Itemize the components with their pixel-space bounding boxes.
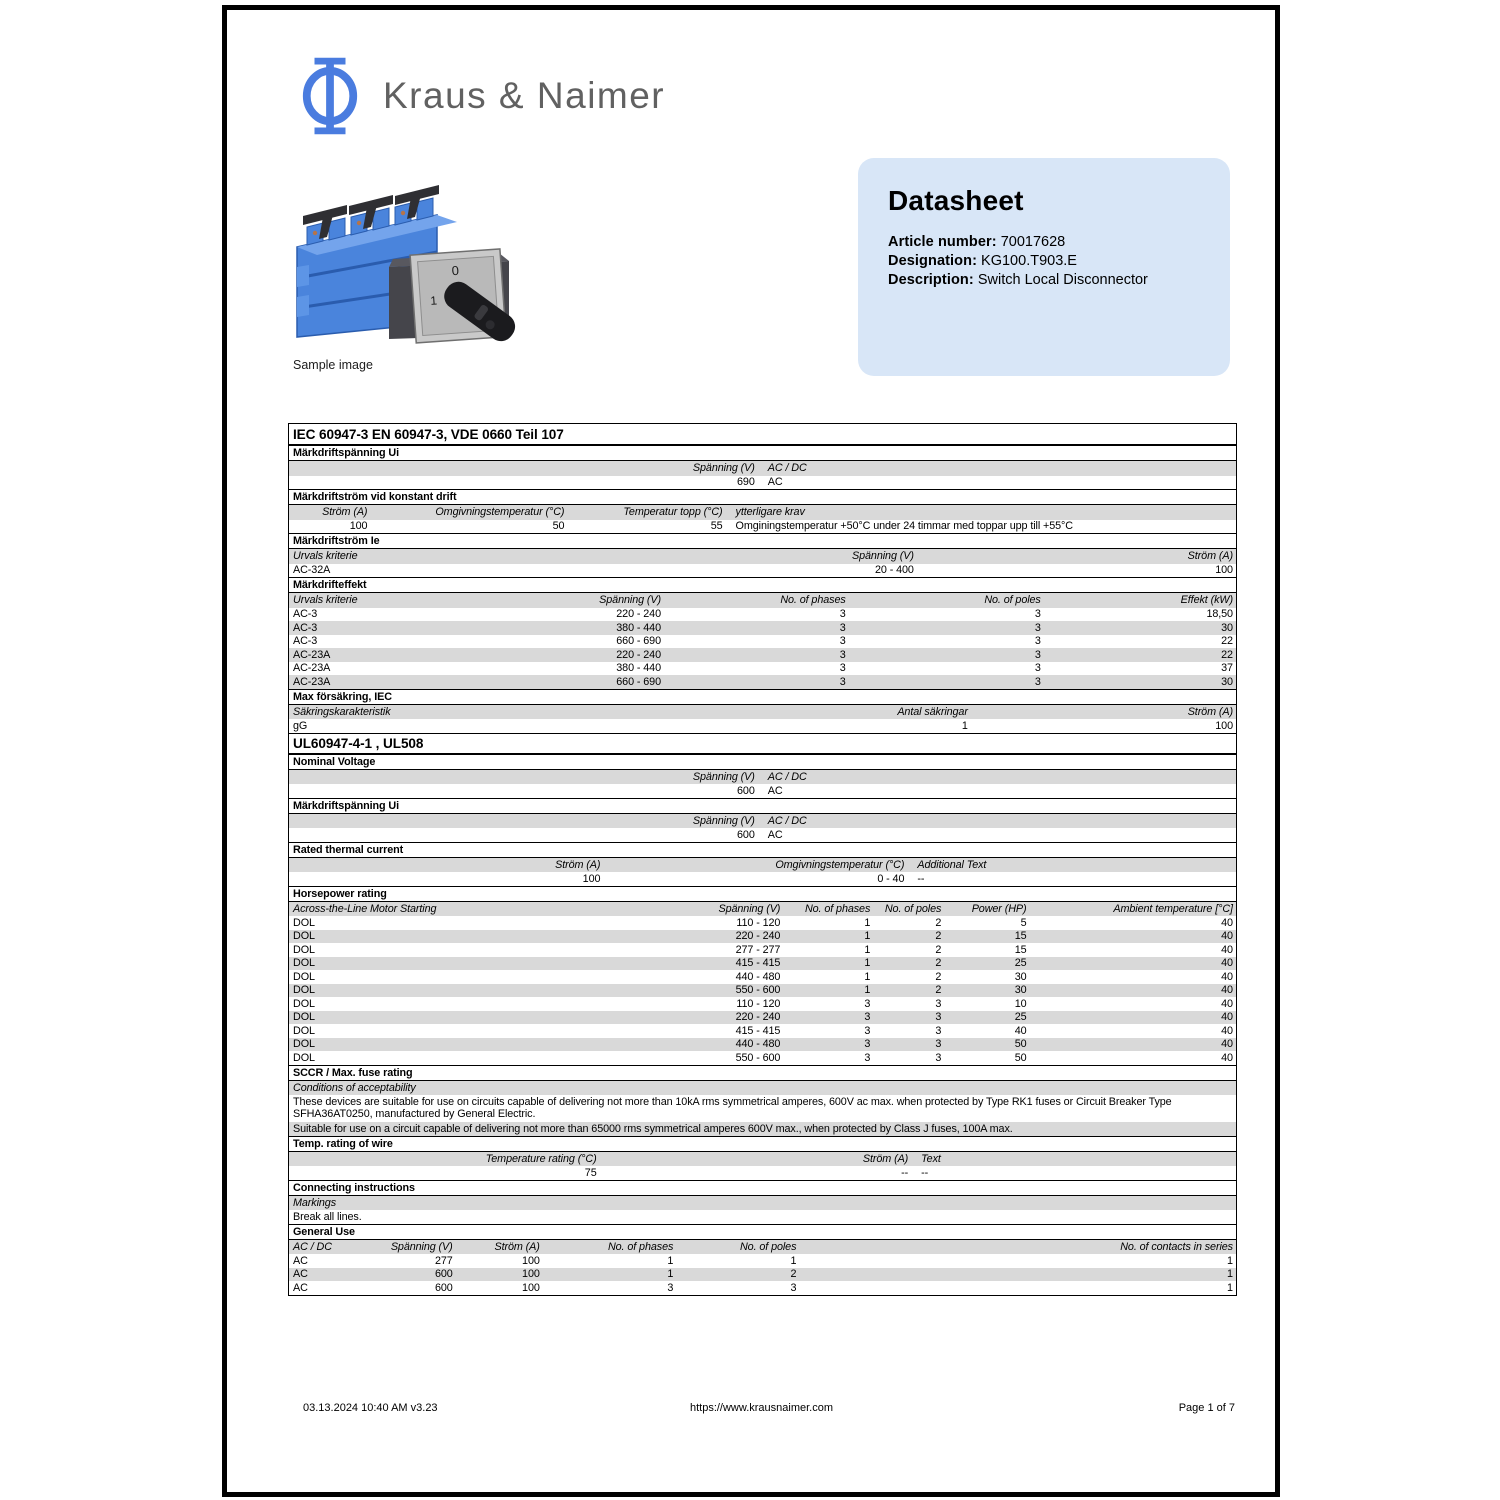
table-cell: 600: [737, 784, 755, 797]
table-cell: 40: [1221, 1051, 1233, 1064]
table-header-row: [289, 1152, 1236, 1167]
table-header-row: [289, 505, 1236, 520]
table-row: [289, 621, 1236, 635]
table-subsection-row: [289, 1180, 1236, 1196]
table-cell: Connecting instructions: [293, 1181, 415, 1194]
table-cell: 550 - 600: [735, 1051, 781, 1064]
table-cell: 10: [1014, 997, 1027, 1010]
table-header-row: [289, 593, 1236, 608]
table-cell: 100: [1215, 719, 1233, 732]
footer-url-link[interactable]: https://www.krausnaimer.com: [689, 1402, 834, 1414]
table-header-row: [289, 858, 1236, 873]
table-subsection-row: [289, 689, 1236, 705]
table-cell: Across-the-Line Motor Starting: [293, 902, 437, 915]
table-header-row: [289, 1240, 1236, 1255]
table-cell: DOL: [293, 997, 315, 1010]
table-cell: 3: [1034, 608, 1041, 621]
table-cell: Omginingstemperatur +50°C under 24 timmar med toppar upp till +55°C: [735, 520, 1073, 533]
table-cell: 1: [961, 719, 968, 732]
table-cell: 30: [1221, 621, 1233, 634]
table-cell: AC: [293, 1268, 308, 1281]
table-cell: Spänning (V): [599, 594, 661, 607]
table-cell: Ambient temperature [°C]: [1113, 902, 1233, 915]
table-cell: 15: [1014, 930, 1027, 943]
table-cell: General Use: [293, 1225, 355, 1238]
table-cell: 1: [864, 943, 871, 956]
table-header-row: [289, 1196, 1236, 1211]
table-cell: 3: [667, 1281, 674, 1294]
table-cell: 600: [737, 828, 755, 841]
table-cell: 100: [522, 1281, 540, 1294]
table-cell: 22: [1221, 635, 1233, 648]
table-cell: 40: [1221, 930, 1233, 943]
table-cell: --: [921, 1166, 929, 1179]
table-header-row: [289, 549, 1236, 564]
table-cell: 3: [864, 1051, 871, 1064]
footer-page-number: Page 1 of 7: [1178, 1402, 1235, 1414]
table-cell: Spänning (V): [718, 902, 781, 915]
table-cell: 2: [935, 916, 942, 929]
table-cell: 15: [1014, 943, 1027, 956]
table-cell: 3: [864, 1011, 871, 1024]
table-cell: Märkdrifteffekt: [293, 579, 367, 591]
table-cell: 20 - 400: [875, 564, 914, 577]
table-cell: 3: [935, 1051, 942, 1064]
table-cell: DOL: [293, 943, 315, 956]
table-cell: Ström (A): [862, 1152, 909, 1165]
table-cell: No. of poles: [739, 1240, 797, 1253]
table-cell: 30: [1014, 984, 1027, 997]
table-row: [289, 1268, 1236, 1282]
table-row: [289, 1122, 1236, 1136]
table-cell: 3: [864, 1038, 871, 1051]
table-cell: Effekt (kW): [1180, 594, 1233, 607]
table-cell: 40: [1221, 1038, 1233, 1051]
table-cell: Text: [921, 1152, 941, 1165]
table-cell: AC-23A: [293, 662, 331, 675]
table-cell: 690: [737, 476, 755, 489]
table-subsection-row: [289, 577, 1236, 593]
table-cell: Ström (A): [1187, 550, 1233, 563]
table-cell: 5: [1020, 916, 1027, 929]
table-cell: 380 - 440: [616, 621, 661, 634]
table-cell: 110 - 120: [736, 997, 781, 1010]
brand-name: Kraus & Naimer: [383, 75, 666, 116]
table-cell: 3: [864, 1024, 871, 1037]
table-cell: 40: [1014, 1024, 1027, 1037]
table-cell: 1: [1227, 1254, 1233, 1267]
designation-label: Designation:: [888, 253, 978, 269]
table-cell: 2: [790, 1268, 797, 1281]
table-row: [289, 1051, 1236, 1065]
table-cell: Märkdriftström vid konstant drift: [293, 491, 457, 503]
table-section-title-row: [289, 424, 1236, 445]
table-row: [289, 635, 1236, 649]
table-cell: 100: [349, 520, 368, 533]
table-cell: Antal säkringar: [897, 705, 968, 718]
datasheet-info-box: [858, 158, 1230, 376]
table-cell: --: [917, 872, 925, 885]
table-cell: 660 - 690: [616, 675, 661, 688]
sample-image-caption: Sample image: [293, 358, 373, 372]
article-number-field: [888, 233, 1200, 252]
table-cell: 2: [935, 970, 942, 983]
table-cell: 380 - 440: [616, 662, 661, 675]
table-cell: Säkringskarakteristik: [293, 705, 391, 718]
table-cell: 440 - 480: [735, 970, 781, 983]
table-cell: 18,50: [1206, 608, 1233, 621]
table-cell: 660 - 690: [616, 635, 661, 648]
table-cell: 50: [552, 520, 565, 533]
table-cell: 2: [935, 943, 942, 956]
table-cell: 40: [1221, 970, 1233, 983]
table-cell: Ström (A): [322, 506, 368, 519]
description-value: Switch Local Disconnector: [977, 272, 1148, 288]
table-row: [289, 784, 1236, 798]
table-cell: 55: [710, 520, 723, 533]
table-row: [289, 997, 1236, 1011]
table-subsection-row: [289, 489, 1236, 505]
svg-text:1: 1: [429, 293, 438, 308]
table-cell: 100: [522, 1268, 540, 1281]
table-cell: AC / DC: [767, 814, 807, 827]
table-row: [289, 916, 1236, 930]
table-cell: 3: [839, 675, 846, 688]
table-row: [289, 1254, 1236, 1268]
brand-logo: [299, 55, 665, 137]
table-cell: 3: [1034, 621, 1041, 634]
table-cell: Spänning (V): [852, 550, 914, 563]
table-cell: DOL: [293, 984, 315, 997]
table-cell: 2: [935, 930, 942, 943]
table-cell: 277 - 277: [735, 943, 781, 956]
table-cell: AC-3: [293, 635, 318, 648]
table-cell: 415 - 415: [735, 1024, 781, 1037]
table-cell: 3: [935, 997, 942, 1010]
table-row: [289, 984, 1236, 998]
table-cell: 37: [1221, 662, 1233, 675]
table-row: [289, 520, 1236, 534]
description-field: [888, 271, 1200, 290]
table-cell: Temperatur topp (°C): [623, 506, 723, 519]
table-cell: 3: [839, 608, 846, 621]
table-cell: 3: [935, 1024, 942, 1037]
table-cell: 40: [1221, 943, 1233, 956]
table-cell: 600: [434, 1268, 453, 1281]
table-cell: Power (HP): [971, 902, 1027, 915]
table-subsection-row: [289, 1065, 1236, 1081]
table-header-row: [289, 814, 1236, 829]
table-cell: AC: [293, 1281, 308, 1294]
table-cell: 277: [434, 1254, 453, 1267]
table-cell: 1: [864, 916, 871, 929]
table-cell: 100: [1215, 564, 1233, 577]
table-cell: Urvals kriterie: [293, 594, 358, 607]
rotary-switch-product-photo: [289, 175, 529, 353]
table-row: [289, 648, 1236, 662]
table-row: [289, 828, 1236, 842]
table-cell: 1: [864, 984, 871, 997]
table-cell: Märkdriftström Ie: [293, 535, 380, 547]
table-cell: No. of phases: [780, 594, 846, 607]
table-cell: 40: [1221, 1024, 1233, 1037]
table-cell: 40: [1221, 916, 1233, 929]
table-cell: 100: [522, 1254, 540, 1267]
table-cell: 40: [1221, 957, 1233, 970]
table-cell: 1: [667, 1268, 674, 1281]
table-cell: AC: [293, 1254, 308, 1267]
table-header-row: [289, 705, 1236, 720]
table-cell: 3: [790, 1281, 797, 1294]
table-cell: DOL: [293, 916, 315, 929]
table-cell: 1: [1227, 1281, 1233, 1294]
table-cell: Max försäkring, IEC: [293, 690, 392, 703]
table-cell: Ström (A): [494, 1240, 540, 1253]
table-row: [289, 1024, 1236, 1038]
article-number-label: Article number:: [888, 234, 997, 250]
table-cell: SCCR / Max. fuse rating: [293, 1066, 413, 1079]
table-cell: 100: [582, 872, 601, 885]
table-cell: DOL: [293, 1051, 315, 1064]
table-cell: Break all lines.: [293, 1210, 362, 1223]
table-cell: --: [901, 1166, 909, 1179]
table-cell: No. of contacts in series: [1120, 1240, 1233, 1253]
table-cell: 2: [935, 957, 942, 970]
table-header-row: [289, 902, 1236, 917]
table-row: [289, 1281, 1236, 1295]
table-cell: 22: [1221, 648, 1233, 661]
table-cell: DOL: [293, 957, 315, 970]
table-cell: No. of phases: [607, 1240, 674, 1253]
table-cell: Markings: [293, 1196, 336, 1209]
table-cell: 3: [935, 1011, 942, 1024]
table-cell: AC-23A: [293, 675, 331, 688]
table-row: [289, 957, 1236, 971]
table-cell: 0 - 40: [877, 872, 905, 885]
table-cell: 50: [1014, 1051, 1027, 1064]
designation-field: [888, 252, 1200, 271]
table-cell: AC-3: [293, 621, 318, 634]
table-cell: 220 - 240: [735, 1011, 781, 1024]
table-cell: IEC 60947-3 EN 60947-3, VDE 0660 Teil 107: [293, 426, 564, 442]
table-cell: No. of poles: [884, 902, 942, 915]
table-cell: 220 - 240: [735, 930, 781, 943]
table-cell: 1: [1227, 1268, 1233, 1281]
table-row: [289, 675, 1236, 689]
table-cell: Temperature rating (°C): [485, 1152, 597, 1165]
table-row: [289, 970, 1236, 984]
table-cell: Omgivningstemperatur (°C): [435, 506, 565, 519]
table-subsection-row: [289, 886, 1236, 902]
table-subsection-row: [289, 798, 1236, 814]
table-cell: 40: [1221, 1011, 1233, 1024]
table-row: [289, 1038, 1236, 1052]
table-cell: 1: [790, 1254, 797, 1267]
table-cell: 3: [839, 635, 846, 648]
table-cell: Märkdriftspänning Ui: [293, 447, 399, 459]
table-cell: 600: [434, 1281, 453, 1294]
table-cell: 75: [584, 1166, 597, 1179]
table-subsection-row: [289, 445, 1236, 461]
table-cell: ytterligare krav: [735, 506, 805, 519]
table-row: [289, 662, 1236, 676]
table-cell: Nominal Voltage: [293, 755, 376, 768]
table-cell: Horsepower rating: [293, 887, 387, 900]
table-cell: Spänning (V): [692, 462, 755, 475]
table-cell: 2: [935, 984, 942, 997]
footer-date-version: 03.13.2024 10:40 AM v3.23: [303, 1402, 438, 1414]
table-row: [289, 872, 1236, 886]
table-header-row: [289, 461, 1236, 476]
table-row: [289, 476, 1236, 490]
table-cell: 3: [1034, 675, 1041, 688]
table-cell: No. of phases: [804, 902, 871, 915]
kraus-naimer-phi-icon: [299, 55, 361, 137]
table-cell: Märkdriftspänning Ui: [293, 799, 399, 812]
table-row: [289, 930, 1236, 944]
table-header-row: [289, 770, 1236, 785]
table-cell: Spänning (V): [692, 770, 755, 783]
table-cell: 3: [1034, 662, 1041, 675]
table-cell: DOL: [293, 930, 315, 943]
table-cell: 3: [839, 662, 846, 675]
table-cell: Rated thermal current: [293, 843, 404, 856]
table-cell: 3: [839, 621, 846, 634]
table-cell: gG: [293, 719, 308, 732]
document-page: [222, 5, 1280, 1497]
table-cell: 30: [1221, 675, 1233, 688]
table-cell: 1: [667, 1254, 674, 1267]
spec-table: [288, 423, 1237, 1296]
table-row: [289, 564, 1236, 578]
table-cell: 25: [1014, 957, 1027, 970]
table-cell: AC / DC: [767, 770, 807, 783]
table-cell: DOL: [293, 970, 315, 983]
table-header-row: [289, 1081, 1236, 1096]
table-cell: 3: [1034, 635, 1041, 648]
table-row: [289, 943, 1236, 957]
table-cell: 3: [935, 1038, 942, 1051]
table-cell: AC: [767, 476, 783, 489]
table-row: [289, 1210, 1236, 1224]
datasheet-title: Datasheet: [888, 185, 1024, 216]
table-row: [289, 1011, 1236, 1025]
table-cell: 40: [1221, 997, 1233, 1010]
table-subsection-row: [289, 533, 1236, 549]
table-cell: DOL: [293, 1024, 315, 1037]
svg-text:0: 0: [451, 262, 460, 279]
table-cell: 1: [864, 957, 871, 970]
table-cell: Conditions of acceptability: [293, 1081, 416, 1094]
table-cell: 220 - 240: [616, 648, 661, 661]
table-cell: These devices are suitable for use on circuits capable of delivering not more than 10kA rms symmetrical amperes, 600V ac max. when protected by Type RK1 fuses or Circuit Breaker Type SFHA36AT0250, manufactured by General Electric.: [293, 1096, 1172, 1121]
table-cell: Spänning (V): [692, 814, 755, 827]
table-cell: DOL: [293, 1038, 315, 1051]
table-cell: Temp. rating of wire: [293, 1137, 393, 1150]
table-cell: AC-23A: [293, 648, 331, 661]
table-cell: Urvals kriterie: [293, 550, 358, 563]
table-subsection-row: [289, 1136, 1236, 1152]
table-subsection-row: [289, 754, 1236, 770]
table-cell: AC: [767, 784, 783, 797]
table-cell: Suitable for use on a circuit capable of delivering not more than 65000 rms symmetrical amperes 600V max., when protected by Class J fuses, 100A max.: [293, 1122, 1013, 1135]
table-cell: 40: [1221, 984, 1233, 997]
table-cell: Omgivningstemperatur (°C): [775, 858, 905, 871]
table-subsection-row: [289, 1224, 1236, 1240]
table-cell: Ström (A): [555, 858, 601, 871]
table-row: [289, 608, 1236, 622]
table-cell: Spänning (V): [390, 1240, 453, 1253]
table-cell: Ström (A): [1187, 705, 1233, 718]
table-cell: 25: [1014, 1011, 1027, 1024]
table-cell: 415 - 415: [735, 957, 781, 970]
table-cell: AC / DC: [293, 1240, 332, 1253]
table-cell: 50: [1014, 1038, 1027, 1051]
table-row: [289, 719, 1236, 733]
table-cell: AC: [767, 828, 783, 841]
table-cell: AC / DC: [767, 462, 807, 475]
table-row: [289, 1095, 1236, 1122]
table-cell: AC-3: [293, 608, 318, 621]
table-cell: UL60947-4-1 , UL508: [293, 735, 424, 751]
table-cell: 550 - 600: [735, 984, 781, 997]
description-label: Description:: [888, 272, 974, 288]
table-cell: AC-32A: [293, 564, 331, 577]
designation-value: KG100.T903.E: [981, 253, 1077, 269]
table-cell: 1: [864, 930, 871, 943]
table-cell: DOL: [293, 1011, 315, 1024]
article-number-value: 70017628: [1000, 234, 1066, 250]
table-cell: Additional Text: [917, 858, 987, 871]
table-cell: 3: [1034, 648, 1041, 661]
table-cell: 3: [864, 997, 871, 1010]
table-subsection-row: [289, 842, 1236, 858]
table-cell: 30: [1014, 970, 1027, 983]
table-cell: 1: [864, 970, 871, 983]
table-cell: 3: [839, 648, 846, 661]
table-row: [289, 1166, 1236, 1180]
table-section-title-row: [289, 733, 1236, 754]
table-cell: 440 - 480: [735, 1038, 781, 1051]
table-cell: No. of poles: [984, 594, 1041, 607]
table-cell: 220 - 240: [616, 608, 661, 621]
table-cell: 110 - 120: [736, 916, 781, 929]
